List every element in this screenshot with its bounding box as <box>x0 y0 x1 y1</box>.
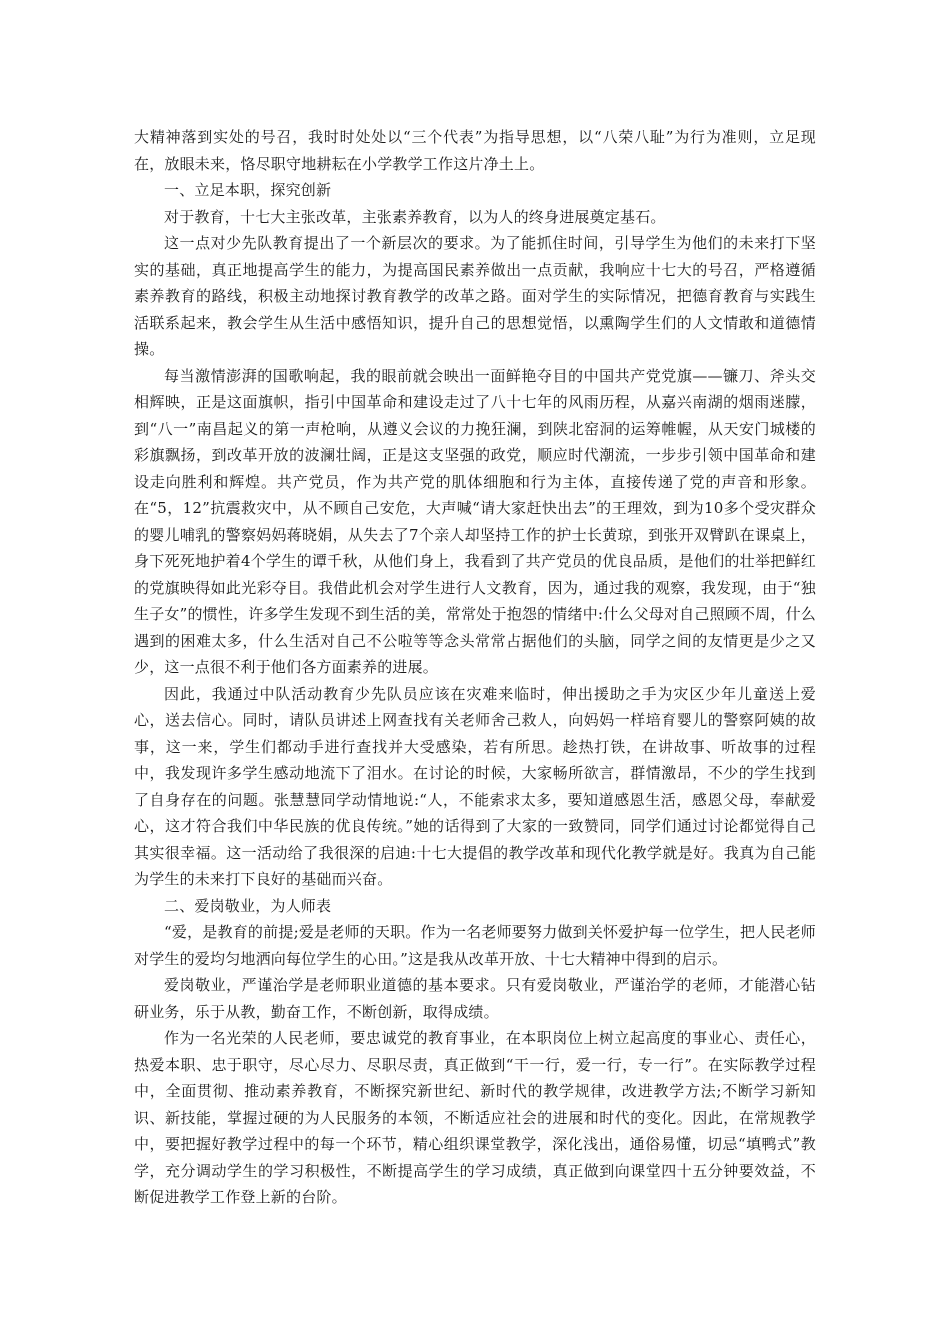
paragraph: 这一点对少先队教育提出了一个新层次的要求。为了能抓住时间，引导学生为他们的未来打下坚实的基础，真正地提高学生的能力，为提高国民素养做出一点贡献，我响应十七大的号召，严格遵循素养教育的路线，积极主动地探讨教育教学的改革之路。面对学生的实际情况，把德育教育与实践生活联系起来，教会学生从生活中感悟知识，提升自己的思想觉悟，以熏陶学生们的人文情敢和道德情操。 <box>134 234 816 358</box>
paragraph: 爱岗敬业，严谨治学是老师职业道德的基本要求。只有爱岗敬业，严谨治学的老师，才能潜心钻研业务，乐于从教，勤奋工作，不断创新，取得成绩。 <box>134 976 816 1021</box>
paragraph: 因此，我通过中队活动教育少先队员应该在灾难来临时，伸出援助之手为灾区少年儿童送上爱心，送去信心。同时，请队员讲述上网查找有关老师舍己救人，向妈妈一样培育婴儿的警察阿姨的故事，这一来，学生们都动手进行查找并大受感染，若有所思。趁热打铁，在讲故事、听故事的过程中，我发现许多学生感动地流下了泪水。在讨论的时候，大家畅所欲言，群情激昂，不少的学生找到了自身存在的问题。张慧慧同学动情地说:“人，不能索求太多，要知道感恩生活，感恩父母，奉献爱心，这才符合我们中华民族的优良传统。”她的话得到了大家的一致赞同，同学们通过讨论都觉得自己其实很幸福。这一活动给了我很深的启迪:十七大提倡的教学改革和现代化教学就是好。我真为自己能为学生的未来打下良好的基础而兴奋。 <box>134 684 816 888</box>
paragraph: 每当激情澎湃的国歌响起，我的眼前就会映出一面鲜艳夺目的中国共产党党旗——镰刀、斧头交相辉映，正是这面旗帜，指引中国革命和建设走过了八十七年的风雨历程，从嘉兴南湖的烟雨迷朦，到“八一”南昌起义的第一声枪响，从遵义会议的力挽狂澜，到陕北窑洞的运筹帷幄，从天安门城楼的彩旗飘扬，到改革开放的波澜壮阔，正是这支坚强的政党，顺应时代潮流，一步步引领中国革命和建设走向胜利和辉煌。共产党员，作为共产党的肌体细胞和行为主体，直接传递了党的声音和形象。在“5，12”抗震救灾中，从不顾自己安危，大声喊“请大家赶快出去”的王理效，到为10多个受灾群众的婴儿哺乳的警察妈妈蒋晓娟，从失去了7个亲人却坚持工作的护士长黄琼，到张开双臂趴在课桌上，身下死死地护着4个学生的谭千秋，从他们身上，我看到了共产党员的优良品质，是他们的壮举把鲜红的党旗映得如此光彩夺目。我借此机会对学生进行人文教育，因为，通过我的观察，我发现，由于“独生子女”的惯性，许多学生发现不到生活的美，常常处于抱怨的情绪中:什么父母对自己照顾不周，什么遇到的困难太多，什么生活对自己不公啦等等念头常常占据他们的头脑，同学之间的友情更是少之又少，这一点很不利于他们各方面素养的进展。 <box>134 366 816 676</box>
section-heading-2: 二、爱岗敬业，为人师表 <box>164 896 332 915</box>
paragraph: 作为一名光荣的人民老师，要忠诚党的教育事业，在本职岗位上树立起高度的事业心、责任心，热爱本职、忠于职守，尽心尽力、尽职尽责，真正做到“干一行，爱一行，专一行”。在实际教学过程中，全面贯彻、推动素养教育，不断探究新世纪、新时代的教学规律，改进教学方法;不断学习新知识、新技能，掌握过硬的为人民服务的本领，不断适应社会的进展和时代的变化。因此，在常规教学中，要把握好教学过程中的每一个环节，精心组织课堂教学，深化浅出，通俗易懂，切忌“填鸭式”教学，充分调动学生的学习积极性，不断提高学生的学习成绩，真正做到向课堂四十五分钟要效益，不断促进教学工作登上新的台阶。 <box>134 1029 816 1206</box>
document-body <box>134 124 816 1211</box>
section-heading-1: 一、立足本职，探究创新 <box>164 181 332 199</box>
paragraph: “爱，是教育的前提;爱是老师的天职。作为一名老师要努力做到关怀爱护每一位学生，把人民老师对学生的爱均匀地洒向每位学生的心田。”这是我从改革开放、十七大精神中得到的启示。 <box>134 923 816 968</box>
paragraph-continuation: 大精神落到实处的号召，我时时处处以“三个代表”为指导思想，以“八荣八耻”为行为准则，立足现在，放眼未来，恪尽职守地耕耘在小学教学工作这片净土上。 <box>134 128 816 173</box>
paragraph: 对于教育，十七大主张改革，主张素养教育，以为人的终身进展奠定基石。 <box>164 207 666 226</box>
